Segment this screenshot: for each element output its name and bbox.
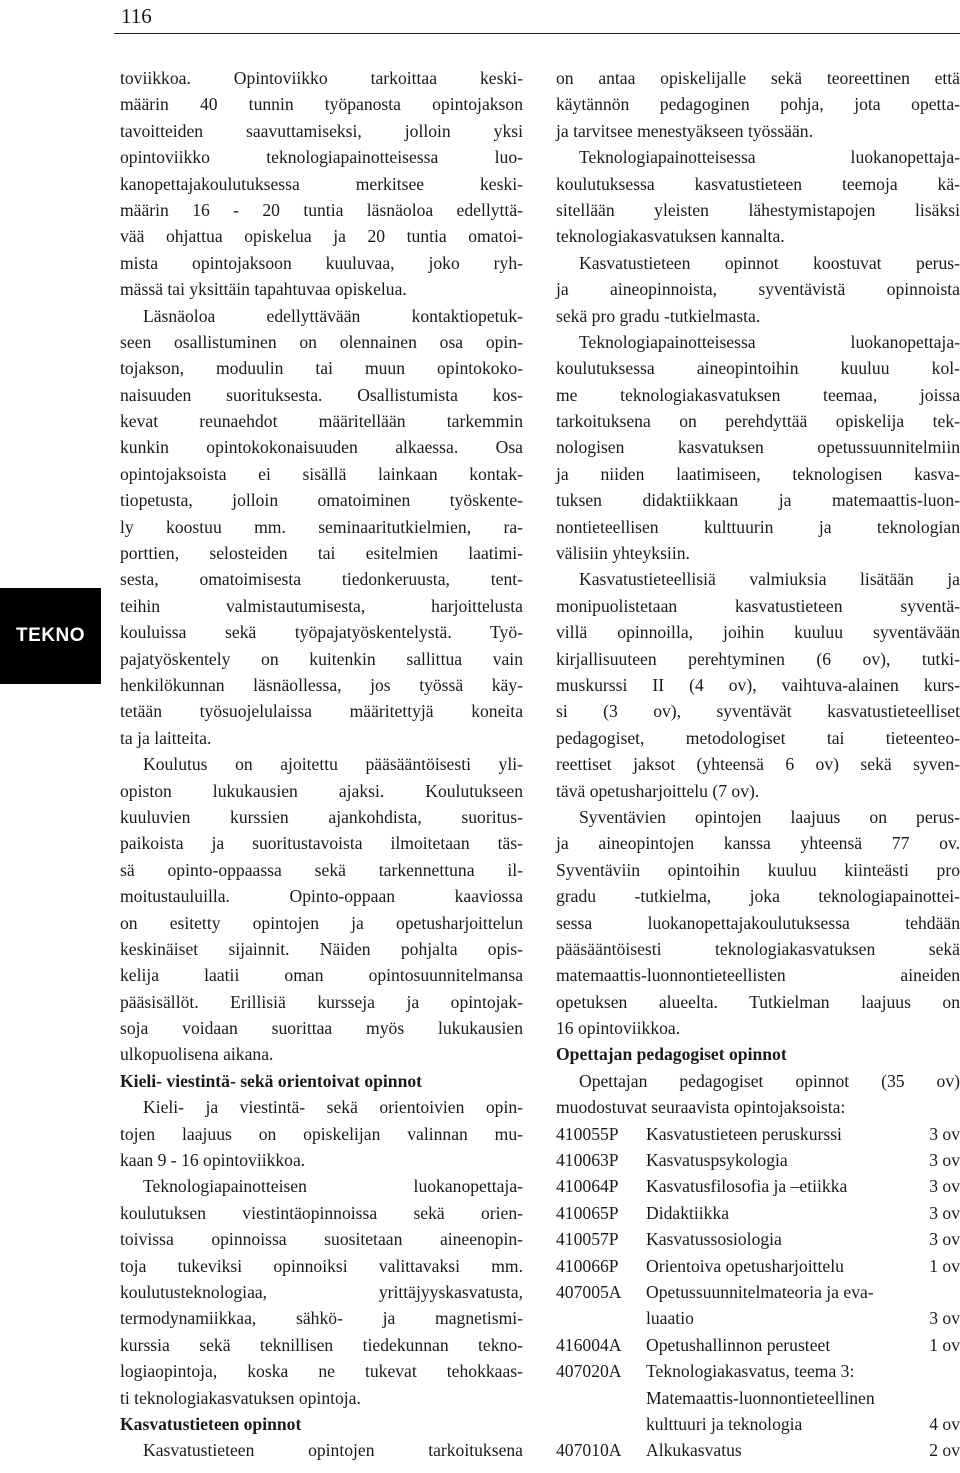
course-code: 416004A xyxy=(556,1334,622,1355)
text-line: teihin valmistautumisesta, harjoittelusta xyxy=(120,595,523,616)
text-line: monipuolistetaan kasvatustieteen syventä- xyxy=(556,595,960,616)
course-row xyxy=(556,1173,960,1199)
text-line: tojakson, moduulin tai muun opintokoko- xyxy=(120,358,523,379)
text-line: käytännön pedagoginen pohja, jota opetta- xyxy=(556,94,960,115)
text-line: koulutuksessa aineopintoihin kuuluu kol- xyxy=(556,358,960,379)
text-line: logiaopintoja, koska ne tukevat tehokkaas- xyxy=(120,1361,523,1382)
course-name: Didaktiikka xyxy=(646,1202,730,1223)
section-tab-label: TEKNO xyxy=(16,625,85,646)
text-line: Teknologiapainotteisessa luokanopettaja- xyxy=(579,147,960,168)
text-line: opetuksen alueelta. Tutkielman laajuus on xyxy=(556,991,960,1012)
course-name: kulttuuri ja teknologia xyxy=(646,1413,803,1434)
course-name: Opetussuunnitelmateoria ja eva- xyxy=(646,1281,874,1302)
section-heading: Opettajan pedagogiset opinnot xyxy=(556,1044,787,1065)
course-row xyxy=(556,1437,960,1463)
text-line: reettiset jaksot (yhteensä 6 ov) sekä syven- xyxy=(556,754,960,775)
course-code: 407005A xyxy=(556,1281,622,1302)
course-credits: 3 ov xyxy=(929,1229,960,1250)
course-name: Orientoiva opetusharjoittelu xyxy=(646,1255,844,1276)
course-credits: 3 ov xyxy=(929,1176,960,1197)
text-line: on antaa opiskelijalle sekä teoreettinen että xyxy=(556,68,960,88)
text-line: Läsnäoloa edellyttävään kontaktiopetuk- xyxy=(143,305,523,326)
text-line: keskinäiset sijainnit. Näiden pohjalta opis- xyxy=(120,938,523,959)
text-line: määrin 16 - 20 tuntia läsnäoloa edellyttä- xyxy=(120,199,523,220)
text-line: muskurssi II (4 ov), vaihtuva-alainen kurs- xyxy=(556,674,960,695)
text-line: kirjallisuuteen perehtyminen (6 ov), tutki- xyxy=(556,648,960,669)
text-line: Teknologiapainotteisen luokanopettaja- xyxy=(143,1176,523,1197)
text-line: nologisen kasvatuksen opetussuunnitelmiin xyxy=(556,437,960,458)
text-line: kurssia sekä teknillisen tiedekunnan tekno- xyxy=(120,1334,523,1355)
course-name: Kasvatusfilosofia ja –etiikka xyxy=(646,1176,848,1197)
text-line: Kieli- ja viestintä- sekä orientoivien opin- xyxy=(143,1097,523,1118)
course-name: Opetushallinnon perusteet xyxy=(646,1334,831,1355)
text-line: kunkin opintokokonaisuuden alkaessa. Osa xyxy=(120,437,523,458)
text-line: vää ohjattua opiskelua ja 20 tuntia omatoi- xyxy=(120,226,523,247)
text-line: koulutuksessa kasvatustieteen teemoja kä- xyxy=(556,173,960,194)
text-line: kaan 9 - 16 opintoviikkoa. xyxy=(120,1150,306,1171)
text-line: sä opinto-oppaassa sekä tarkennettuna il- xyxy=(120,859,523,880)
section-heading: Kasvatustieteen opinnot xyxy=(120,1413,302,1434)
text-line: ja tarvitsee menestyäkseen työssään. xyxy=(556,120,813,141)
text-line: kanopettajakoulutuksessa merkitsee keski- xyxy=(120,173,523,194)
text-line: Opettajan pedagogiset opinnot (35 ov) xyxy=(579,1070,960,1091)
text-line: moitustauluilla. Opinto-oppaan kaaviossa xyxy=(120,886,523,907)
course-name: Alkukasvatus xyxy=(646,1440,742,1461)
course-name: Kasvatuspsykologia xyxy=(646,1150,788,1171)
course-code: 410064P xyxy=(556,1176,619,1197)
text-line: koulutusteknologiaa, yrittäjyyskasvatusta, xyxy=(120,1281,523,1302)
text-line: ja niiden laatimiseen, teknologisen kasva- xyxy=(556,463,960,484)
course-credits: 4 ov xyxy=(929,1413,960,1434)
course-credits: 2 ov xyxy=(929,1440,960,1461)
course-row xyxy=(556,1121,960,1147)
right-text-lines xyxy=(556,65,960,1121)
course-code: 410057P xyxy=(556,1229,619,1250)
section-tab xyxy=(0,588,101,684)
text-line: ti teknologiakasvatuksen opintoja. xyxy=(120,1387,361,1408)
text-line: teknologiakasvatuksen kannalta. xyxy=(556,226,785,247)
text-line: määrin 40 tunnin työpanosta opintojakson xyxy=(120,94,523,115)
course-row xyxy=(556,1385,960,1411)
text-line: toviikkoa. Opintoviikko tarkoittaa keski- xyxy=(120,68,523,88)
text-line: matemaattis-luonnontieteellisten aineiden xyxy=(556,965,960,986)
text-line: sekä pro gradu -tutkielmasta. xyxy=(556,305,761,326)
course-name: Kasvatustieteen peruskurssi xyxy=(646,1123,842,1144)
course-code: 410066P xyxy=(556,1255,619,1276)
text-line: tuksen didaktiikkaan ja matemaattis-luon- xyxy=(556,490,960,511)
text-line: Syventäviin opintoihin kuuluu kiinteästi pro xyxy=(556,859,960,880)
text-line: kouluissa sekä työpajatyöskentelystä. Työ- xyxy=(120,622,523,643)
right-text-column xyxy=(556,65,960,1464)
course-credits: 3 ov xyxy=(929,1150,960,1171)
text-line: Kasvatustieteen opinnot koostuvat perus- xyxy=(579,252,960,273)
text-line: paikoista ja suoritustavoista ilmoitetaan täs- xyxy=(120,833,523,854)
text-line: toivissa opinnoissa suositetaan aineenopin- xyxy=(120,1229,523,1250)
course-row xyxy=(556,1147,960,1173)
text-line: kelija laatii oman opintosuunnitelmansa xyxy=(120,965,523,986)
course-row xyxy=(556,1253,960,1279)
text-line: ja aineopinnoista, syventävistä opinnoista xyxy=(556,279,960,300)
course-row xyxy=(556,1226,960,1252)
course-credits: 1 ov xyxy=(929,1255,960,1276)
course-list xyxy=(556,1121,960,1464)
text-line: me teknologiakasvatuksen teemaa, joissa xyxy=(556,384,960,405)
course-credits: 3 ov xyxy=(929,1123,960,1144)
text-line: sesta, omatoimisesta tiedonkeruusta, tent- xyxy=(120,569,523,590)
text-line: toja tukeviksi opinnoiksi valittavaksi mm. xyxy=(120,1255,523,1276)
text-line: tavoitteiden saavuttamiseksi, jolloin yksi xyxy=(120,120,523,141)
text-line: kevat reunaehdot määritellään tarkemmin xyxy=(120,411,523,432)
text-line: nontieteellisen kulttuurin ja teknologian xyxy=(556,516,960,537)
text-line: opiston lukukausien ajaksi. Koulutukseen xyxy=(120,780,523,801)
course-code: 407010A xyxy=(556,1440,622,1461)
course-row xyxy=(556,1411,960,1437)
header-rule xyxy=(114,33,960,34)
text-line: sitellään yleisten lähestymistapojen lisäksi xyxy=(556,199,960,220)
text-line: ta ja laitteita. xyxy=(120,727,212,748)
text-line: Kasvatustieteellisiä valmiuksia lisätään ja xyxy=(579,569,960,590)
text-line: seen osallistuminen on olennainen osa opin- xyxy=(120,331,523,352)
text-line: ulkopuolisena aikana. xyxy=(120,1044,274,1065)
text-line: porttien, selosteiden tai esitelmien laatimi- xyxy=(120,543,523,564)
text-line: ly koostuu mm. seminaaritutkielmien, ra- xyxy=(120,516,523,537)
course-row xyxy=(556,1305,960,1331)
text-line: tiopetusta, jolloin omatoiminen työskente- xyxy=(120,490,523,511)
text-line: mista opintojaksoon kuuluvaa, joko ryh- xyxy=(120,252,523,273)
text-line: si (3 ov), syventävät kasvatustieteelliset xyxy=(556,701,960,722)
course-name: Matemaattis-luonnontieteellinen xyxy=(646,1387,875,1408)
text-line: välisiin yhteyksiin. xyxy=(556,543,690,564)
text-line: sessa luokanopettajakoulutuksessa tehdään xyxy=(556,912,960,933)
text-line: tarkoituksena on perehdyttää opiskelija tek- xyxy=(556,411,960,432)
text-line: pedagogiset, metodologiset tai tieteenteo- xyxy=(556,727,960,748)
page-number: 116 xyxy=(121,4,152,28)
text-line: soja voidaan suorittaa myös lukukausien xyxy=(120,1018,523,1039)
text-line: mässä tai yksittäin tapahtuvaa opiskelua. xyxy=(120,279,407,300)
text-line: tetään työsuojelulaissa määritettyjä koneita xyxy=(120,701,523,722)
text-line: Teknologiapainotteisessa luokanopettaja- xyxy=(579,331,960,352)
text-line: naisuuden suorituksesta. Osallistumista kos- xyxy=(120,384,523,405)
course-credits: 3 ov xyxy=(929,1202,960,1223)
text-line: koulutuksen viestintäopinnoissa sekä orien- xyxy=(120,1202,523,1223)
text-line: pääsisällöt. Erillisiä kursseja ja opintojak- xyxy=(120,991,523,1012)
course-name: Kasvatussosiologia xyxy=(646,1229,782,1250)
text-line: villä opinnoilla, joihin kuuluu syventävään xyxy=(556,622,960,643)
course-name: Teknologiakasvatus, teema 3: xyxy=(646,1361,855,1382)
text-line: pajatyöskentely on kuitenkin sallittua vain xyxy=(120,648,523,669)
course-row xyxy=(556,1200,960,1226)
text-line: 16 opintoviikkoa. xyxy=(556,1018,681,1039)
text-line: gradu -tutkielma, joka teknologiapainottei- xyxy=(556,886,960,907)
course-code: 410063P xyxy=(556,1150,619,1171)
section-heading: Kieli- viestintä- sekä orientoivat opinnot xyxy=(120,1070,423,1091)
course-credits: 3 ov xyxy=(929,1308,960,1329)
course-credits: 1 ov xyxy=(929,1334,960,1355)
course-code: 410055P xyxy=(556,1123,619,1144)
text-line: Syventävien opintojen laajuus on perus- xyxy=(579,806,960,827)
text-line: Kasvatustieteen opintojen tarkoituksena xyxy=(143,1440,523,1461)
course-code: 407020A xyxy=(556,1361,622,1382)
text-line: pääsääntöisesti teknologiakasvatuksen sekä xyxy=(556,938,960,959)
course-row xyxy=(556,1279,960,1305)
text-line: henkilökunnan läsnäollessa, jos työssä käy- xyxy=(120,674,523,695)
text-line: opintoviikko teknologiapainotteisessa luo- xyxy=(120,147,523,168)
text-line: opintojaksoista ei sisällä lainkaan kontak- xyxy=(120,463,523,484)
course-code: 410065P xyxy=(556,1202,619,1223)
text-line: termodynamiikkaa, sähkö- ja magnetismi- xyxy=(120,1308,523,1329)
course-row xyxy=(556,1358,960,1384)
left-text-column xyxy=(120,65,523,1464)
text-line: Koulutus on ajoitettu pääsääntöisesti yli- xyxy=(143,754,523,775)
course-name: luaatio xyxy=(646,1308,694,1329)
course-row xyxy=(556,1332,960,1358)
text-line: on esitetty opintojen ja opetusharjoittelun xyxy=(120,912,523,933)
text-line: kuuluvien kurssien ajankohdista, suoritus- xyxy=(120,806,523,827)
text-line: tojen laajuus on opiskelijan valinnan mu- xyxy=(120,1123,523,1144)
text-line: ja aineopintojen kanssa yhteensä 77 ov. xyxy=(556,833,960,854)
text-line: muodostuvat seuraavista opintojaksoista: xyxy=(556,1097,846,1118)
text-line: tävä opetusharjoittelu (7 ov). xyxy=(556,780,760,801)
